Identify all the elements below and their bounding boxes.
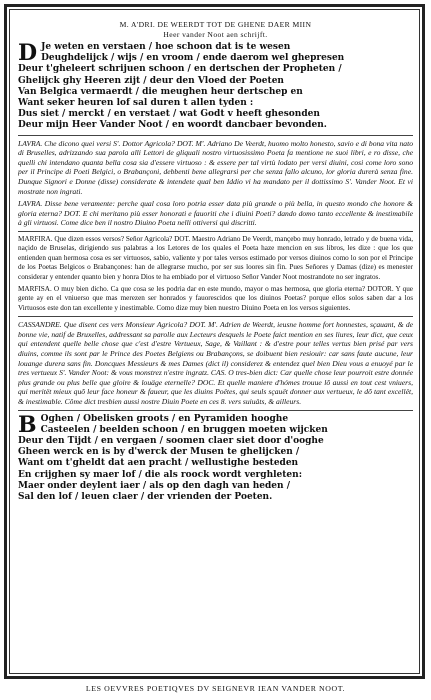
stanza-1-line: Deur t'gheleert schrijuen schoon / en dertschen der Propheten / [18,64,342,75]
divider [18,410,413,411]
stanza-1-line: Want seker heuren lof sal duren t allen tyden : [18,98,254,109]
marfisa-paragraph-1: MARFIRA. Que dizen essos versos? Señor Agricola? DOT. Maestro Adriano De Veerdt, mançebo muy honrado, letrado y de buena vida, naçido de Bruselas, dirigiendo sus palabras a los Letores de los quales el Poeta haze mencion en sus libros, les dize : que los que entienden quan hermosa cosa es ser virtuosos, sabio, valiente y por tales versos estimado por versos diuinos como lo son por el Principe de los Poetas Belgicos o Brabançones: han de allegrarse mucho, por ser sus loores sin fin. Pues Señores y Damas (dize) es menester considerar y entender quanto bien y honra Dios te ha embiado por el virtuoso Señor Vander Noot mostrandote no ser ingratos. [18,234,413,281]
cassandre-paragraph: CASSANDRE. Que disent ces vers Monsieur Agricola? DOT. M'. Adrien de Weerdt, ieusne homme fort honnestes, sçauant, & de bonne vie, natif de Bruxelles, addressant sa parolle aux Lecteurs desquels le Poete faict mention en ses liures, leur dict, que ceux qui entendent quelle belle chose que c'est d'estre Vertueux, Sage, & Vaillant : & d'estre pour telles vertus bien prisé par vers diuins, comme ils sont par le Prince des Poetes Belgiens ou Brabançons, se doibuent bien resiouir: car sans faute aucune, leur louange durera sans fin. Doncques Messieurs & mes Dames (dict il) considerez & entendez quel bien Dieu vous a enuoyé par le tres vertueux S'. Vander Noot: & vous monstrez n'estre ingratz. CAS. O tres-bien dict: Car quelle chose leur pourroit estre donnée plus grande ou plus belle que gloire & louäge eternelle? DOC. Et quelle maniere d'hómes trouue lõ aussi en tout cest vniuers, qui meritët mieux quõ leur face honeur & faueur, que les diuins Poëtes, qui seuls sçauët donner aux vertueux, le dõ tant excellët, & inestimable. Côme dict tresbien aussi nostre Diuin Poete en ces 8. vers suiuäts, & ailleurs. [18,320,413,406]
stanza-2-line: Deur den Tijdt / en vergaen / soomen claer siet door d'ooghe [18,435,324,446]
stanza-2-line: Sal den lof / leuen claer / der vrienden der Poeten. [18,491,273,502]
drop-cap-d: D [18,40,38,66]
marfisa-paragraph-2: MARFISA. O muy bien dicho. Ca que cosa se les podria dar en este mundo, mayor o mas hermosa, que gloria eterna? DOTOR. Y que gente ay en el vniuerso que mas merezen ser honrados y fauorescidos que los diuinos Poetas? porque ellos solos saben dar a los Virtuosos este don tan excellente y inestimable. Como dize muy bien nuestro Diuino Poeta en los versos siguientes. [18,285,413,312]
divider [18,231,413,232]
stanza-1 [18,42,413,132]
stanza-2-line: En crijghen sy maer lof / die als roock wordt verghleten: [18,469,303,480]
divider [18,135,413,136]
stanza-2 [18,411,413,504]
page-content [18,20,413,670]
stanza-1-line: Ghelijck ghy Heeren zijt / deur den Vloed der Poeten [18,75,284,86]
laura-paragraph-1: LAVRA. Che dicono quei versi S'. Dottor Agricola? DOT. M'. Adriano De Veerdt, huomo molto honesto, savio e di bona vita nato di Bruselles, adrizzando sua parola alli Lettori de gliquali nostro virtuosissimo Poeta fa mentione ne suoi libri, e ro disse, che quelli chi intendano quanta bella cosa sia d'essere virtuoso : & essere per tal virtù lodato per versi diuini, cosi come loro sono per il Principe di Poeti Belgici, o Brabançoni, debbenti bene allegrarsi per che senza fallo alcuno, lor gloria durerà senza fine. Dunque Signori e Donne (disse) considerate & intendete qual ben Iddio vi ha mandato per il dottissimo S'. Vander Noot. Et vi mostrate non ingrati. [18,138,413,196]
stanza-2-line: Maer onder deylent iaer / als op den dagh van heden / [18,480,290,491]
stanza-1-line: Van Belgica vermaerdt / die meughen heur dertschep en [18,86,303,97]
running-footer: LES OEVVRES POETIQVES DV SEIGNEVR IEAN VANDER NOOT. [85,684,346,693]
stanza-1-line: Deur mijn Heer Vander Noot / en woordt dancbaer bevonden. [18,120,327,131]
header-line-1: M. A'DRI. DE WEERDT TOT DE GHENE DAER MIIN [119,20,312,29]
stanza-2-line: Casteelen / beelden schoon / en bruggen moeten wijcken [40,424,328,435]
divider [18,316,413,317]
drop-cap-b: B [18,411,37,438]
stanza-2-line: Gheen werck en is by d'werck der Musen te ghelijcken / [18,447,300,458]
laura-paragraph-2: LAVRA. Disse bene veramente: perche qual cosa loro potria esser data più grande o più bella, in questo mondo che honore & gloria eterna? DOT. E chi meritano più esser honorati e fauoriti che i diuini Poeti? dando domo tanto eccellente & inestimabile à gli virtuosi. Come dice ben il nostro Diuino Poeta nelli ottiversi qui discritti. [18,199,413,228]
stanza-1-line: Deughdelijck / wijs / en vroom / ende daerom wel ghepresen [41,53,345,64]
header-line-2: Heer vander Noot aen schrijft. [163,29,268,39]
stanza-2-line: Oghen / Obelisken groots / en Pyramiden hooghe [40,413,289,424]
stanza-1-line: Dus siet / merckt / en verstaet / wat Godt v heeft ghesonden [18,109,320,120]
stanza-2-line: Want om t'gheldt dat aen pracht / wellustighe besteden [18,458,299,469]
stanza-1-line: Je weten en verstaen / hoe schoon dat is te wesen [41,42,291,52]
